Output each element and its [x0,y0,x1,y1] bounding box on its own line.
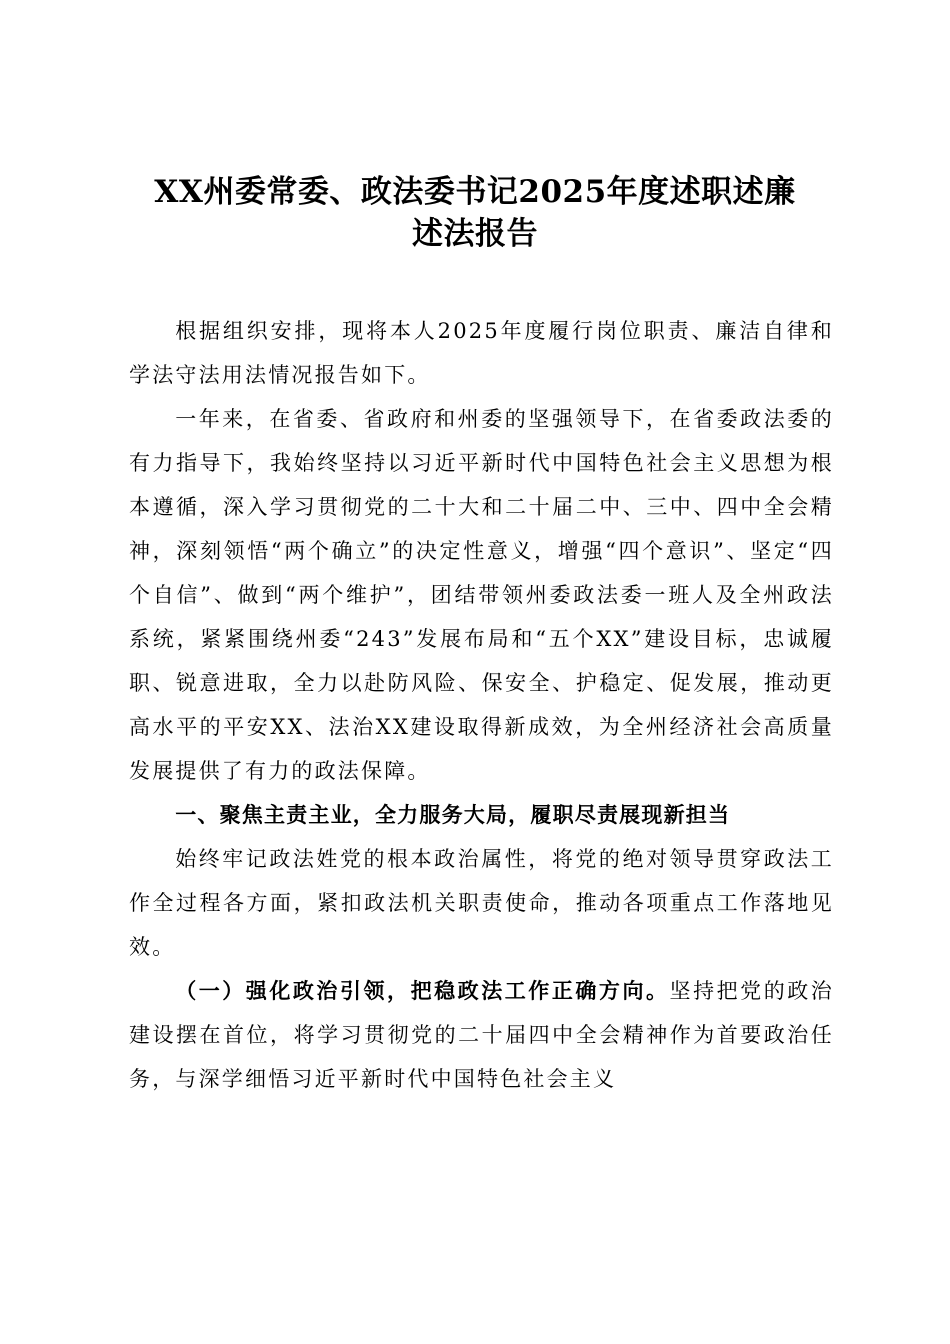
subsection-1-text: 坚持把党的政治建设摆在首位，将学习贯彻党的二十届四中全会精神作为首要政治任务，与深学细悟习近平新时代中国特色社会主义 [129,979,834,1091]
paragraph-intro: 根据组织安排，现将本人2025年度履行岗位职责、廉洁自律和学法守法用法情况报告如下。 [129,319,834,387]
section-1-intro: 始终牢记政法姓党的根本政治属性，将党的绝对领导贯穿政法工作全过程各方面，紧扣政法机关职责使命，推动各项重点工作落地见效。 [129,847,834,959]
paragraph-summary: 一年来，在省委、省政府和州委的坚强领导下，在省委政法委的有力指导下，我始终坚持以习近平新时代中国特色社会主义思想为根本遵循，深入学习贯彻党的二十大和二十届二中、三中、四中全会精神，深刻领悟“两个确立”的决定性意义，增强“四个意识”、坚定“四个自信”、做到“两个维护”，团结带领州委政法委一班人及全州政法系统，紧紧围绕州委“243”发展布局和“五个XX”建设目标，忠诚履职、锐意进取，全力以赴防风险、保安全、护稳定、促发展，推动更高水平的平安XX、法治XX建设取得新成效，为全州经济社会高质量发展提供了有力的政法保障。 [129,407,834,783]
subsection-1-lead: （一）强化政治引领，把稳政法工作正确方向。 [175,978,670,1003]
section-heading-1: 一、聚焦主责主业，全力服务大局，履职尽责展现新担当 [175,803,731,827]
subsection-1-paragraph [129,969,834,1101]
document-title-line-2: 述法报告 [412,216,538,252]
document-body [129,309,834,1101]
document-title-line-1: XX州委常委、政法委书记2025年度述职述廉 [154,174,796,210]
